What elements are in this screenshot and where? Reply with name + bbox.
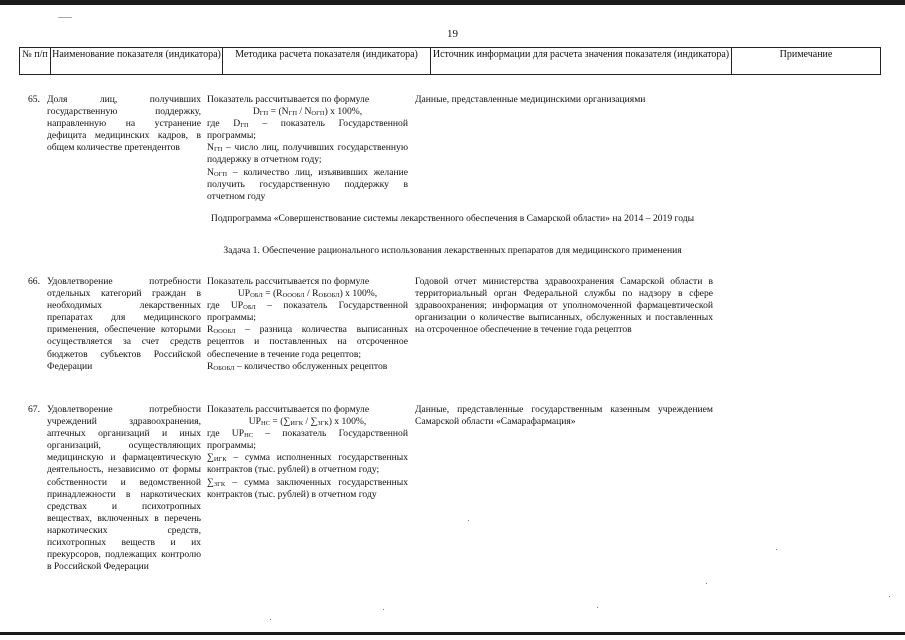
scan-speck (597, 607, 598, 608)
row-65-method (207, 94, 408, 203)
method-where-1: где $UP_{ОБЛ}$ – показатель Государственной программы; (207, 300, 408, 324)
row-66-method (207, 276, 408, 373)
scan-speck (889, 596, 890, 597)
row-67-number: 67. (28, 404, 40, 415)
row-66-number: 66. (28, 276, 40, 287)
row-65-number: 65. (28, 94, 40, 105)
task-heading: Задача 1. Обеспечение рационального использования лекарственных препаратов для медицинского применения (223, 245, 682, 256)
table-header (19, 47, 881, 75)
method-where-3: $N_{ОГП}$ – количество лиц, изъявивших желание получить государственную поддержку в отчетном году (207, 166, 408, 202)
row-65-source: Данные, представленные медицинскими организациями (415, 94, 646, 105)
method-where-2: $\sum_{ИГК}$ – сумма исполненных государственных контрактов (тыс. рублей) в отчетном году; (207, 452, 408, 476)
scan-speck (706, 583, 707, 584)
header-source: Источник информации для расчета значения показателя (индикатора) (432, 49, 730, 60)
header-name: Наименование показателя (индикатора) (52, 49, 221, 60)
scan-top-edge (0, 0, 905, 5)
method-where-3: $\sum_{ЗГК}$ – сумма заключенных государственных контрактов (тыс. рублей) в отчетном году (207, 476, 408, 500)
method-where-1: где $UP_{НС}$ – показатель Государственной программы; (207, 428, 408, 452)
scan-speck (468, 520, 469, 521)
header-note: Примечание (779, 49, 833, 60)
formula: $UP_{ОБЛ} = (R_{ОООБЛ} / R_{ОБОБЛ})$ x 100%, (237, 288, 378, 300)
subprogram-heading: Подпрограмма «Совершенствование системы лекарственного обеспечения в Самарской области» на 2014 – 2019 годы (210, 213, 695, 224)
page-number: 19 (447, 28, 458, 40)
method-intro: Показатель рассчитывается по формуле (207, 94, 370, 105)
scan-speck (776, 549, 777, 550)
scan-bottom-edge (0, 632, 905, 635)
header-method: Методика расчета показателя (индикатора) (235, 49, 418, 60)
row-67-method (207, 404, 408, 501)
row-67-source: Данные, представленные государственным казенным учреждением Самарской области «Самарафармация» (415, 404, 713, 428)
formula: $D_{ГП} = (N_{ГП} / N_{ОГП})$ x 100%, (252, 106, 363, 118)
method-intro: Показатель рассчитывается по формуле (207, 276, 370, 287)
formula: $UP_{НС} = (\sum_{ИГК} / \sum_{ЗГК})$ x 100%, (248, 416, 367, 428)
scan-speck (58, 17, 72, 18)
row-66-source: Годовой отчет министерства здравоохранения Самарской области в территориальный орган Федеральной службы по надзору в сфере здравоохранения; информация от уполномоченной фармацевтической организации о количестве выписанных, обслуженных и поставленных на отсроченное обеспечение в течение года рецептов (415, 276, 713, 336)
scan-speck (383, 609, 384, 610)
row-67-name: Удовлетворение потребности учреждений здравоохранения, аптечных организаций и иных организаций, осуществляющих медицинскую и фармацевтическую деятельность, независимо от формы собственности и ведомственной принадлежности в наркотических средствах и психотропных веществах, включенных в перечень наркотических средств, психотропных веществ и их прекурсоров, подлежащих контролю в Российской Федерации (47, 404, 201, 573)
method-where-2: $N_{ГП}$ – число лиц, получивших государственную поддержку в отчетном году; (207, 142, 408, 166)
method-where-2: $R_{ОООБЛ}$ – разница количества выписанных рецептов и поставленных на отсроченное обеспечение в течение года рецептов; (207, 324, 408, 360)
method-where-1: где $D_{ГП}$ – показатель Государственной программы; (207, 118, 408, 142)
row-65-name: Доля лиц, получивших государственную поддержку, направленную на устранение дефицита медицинских кадров, в общем количестве претендентов (47, 94, 201, 154)
scan-speck (270, 619, 271, 620)
method-intro: Показатель рассчитывается по формуле (207, 404, 370, 415)
row-66-name: Удовлетворение потребности отдельных категорий граждан в необходимых лекарственных препаратах для медицинского применения, обеспечение которыми осуществляется за счет средств бюджетов субъектов Российской Федерации (47, 276, 201, 372)
method-where-3: $R_{ОБОБЛ}$ – количество обслуженных рецептов (207, 360, 388, 372)
header-num: № п/п (22, 49, 48, 60)
